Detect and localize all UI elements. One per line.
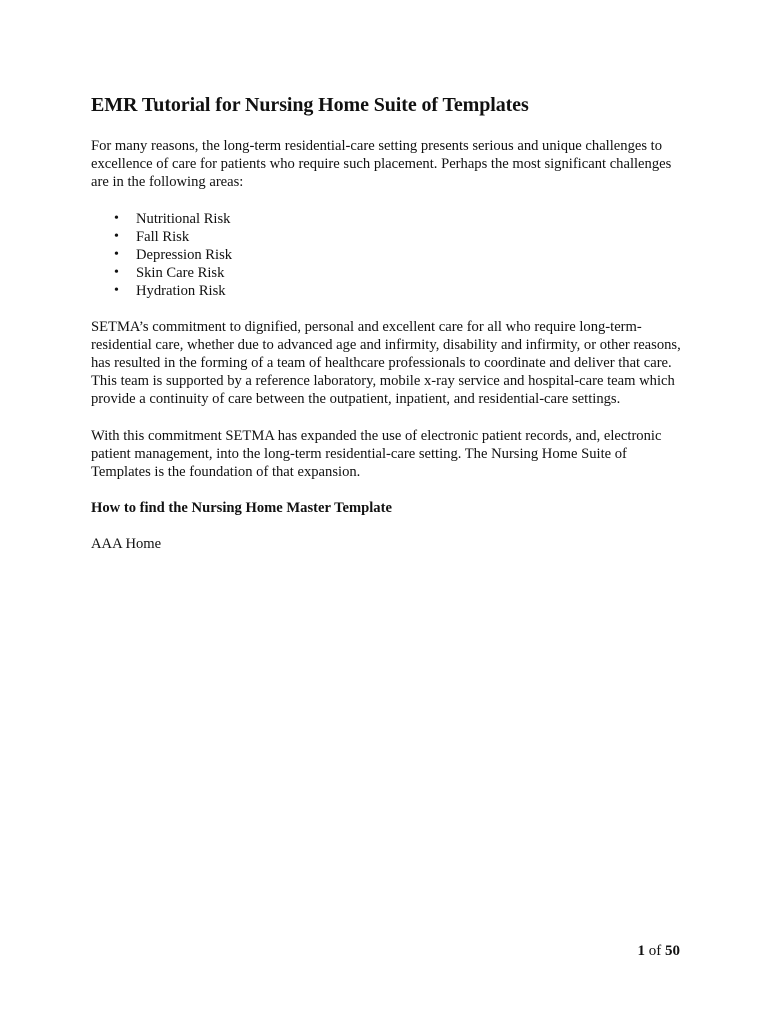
document-body [91,93,686,553]
total-pages-number: 50 [665,943,680,959]
page-number [590,942,680,960]
bullet-icon: • [114,246,119,262]
risk-item-label: Skin Care Risk [136,264,225,281]
document-title: EMR Tutorial for Nursing Home Suite of Templates [91,94,529,116]
bullet-icon: • [114,282,119,298]
list-item [91,246,686,264]
risk-list [91,210,686,300]
risk-item-label: Hydration Risk [136,282,226,299]
list-item [91,264,686,282]
page-of-label: of [648,943,662,959]
risk-item-label: Depression Risk [136,246,233,263]
bullet-icon: • [114,228,119,244]
risk-item-label: Nutritional Risk [136,210,231,227]
current-page-number: 1 [637,943,645,959]
expansion-paragraph: With this commitment SETMA has expanded the use of electronic patient records, and, electronic patient management, into the long-term residential-care setting. The Nursing Home Suite of Templates is the foundation of that expansion. [91,427,662,481]
location-text: AAA Home [91,536,162,553]
section-heading: How to find the Nursing Home Master Template [91,500,392,517]
list-item [91,210,686,228]
list-item [91,282,686,300]
commitment-paragraph: SETMA’s commitment to dignified, personal and excellent care for all who require long-term-residential care, whether due to advanced age and infirmity, disability and infirmity, or other reasons, has resulted in the forming of a team of healthcare professionals to coordinate and deliver that care. This team is supported by a reference laboratory, mobile x-ray service and hospital-care team which provide a continuity of care between the outpatient, inpatient, and residential-care settings. [91,318,681,408]
bullet-icon: • [114,210,119,226]
list-item [91,228,686,246]
risk-item-label: Fall Risk [136,228,190,245]
intro-paragraph: For many reasons, the long-term residential-care setting presents serious and unique challenges to excellence of care for patients who require such placement. Perhaps the most significant challenges are in the following areas: [91,138,672,191]
bullet-icon: • [114,264,119,280]
